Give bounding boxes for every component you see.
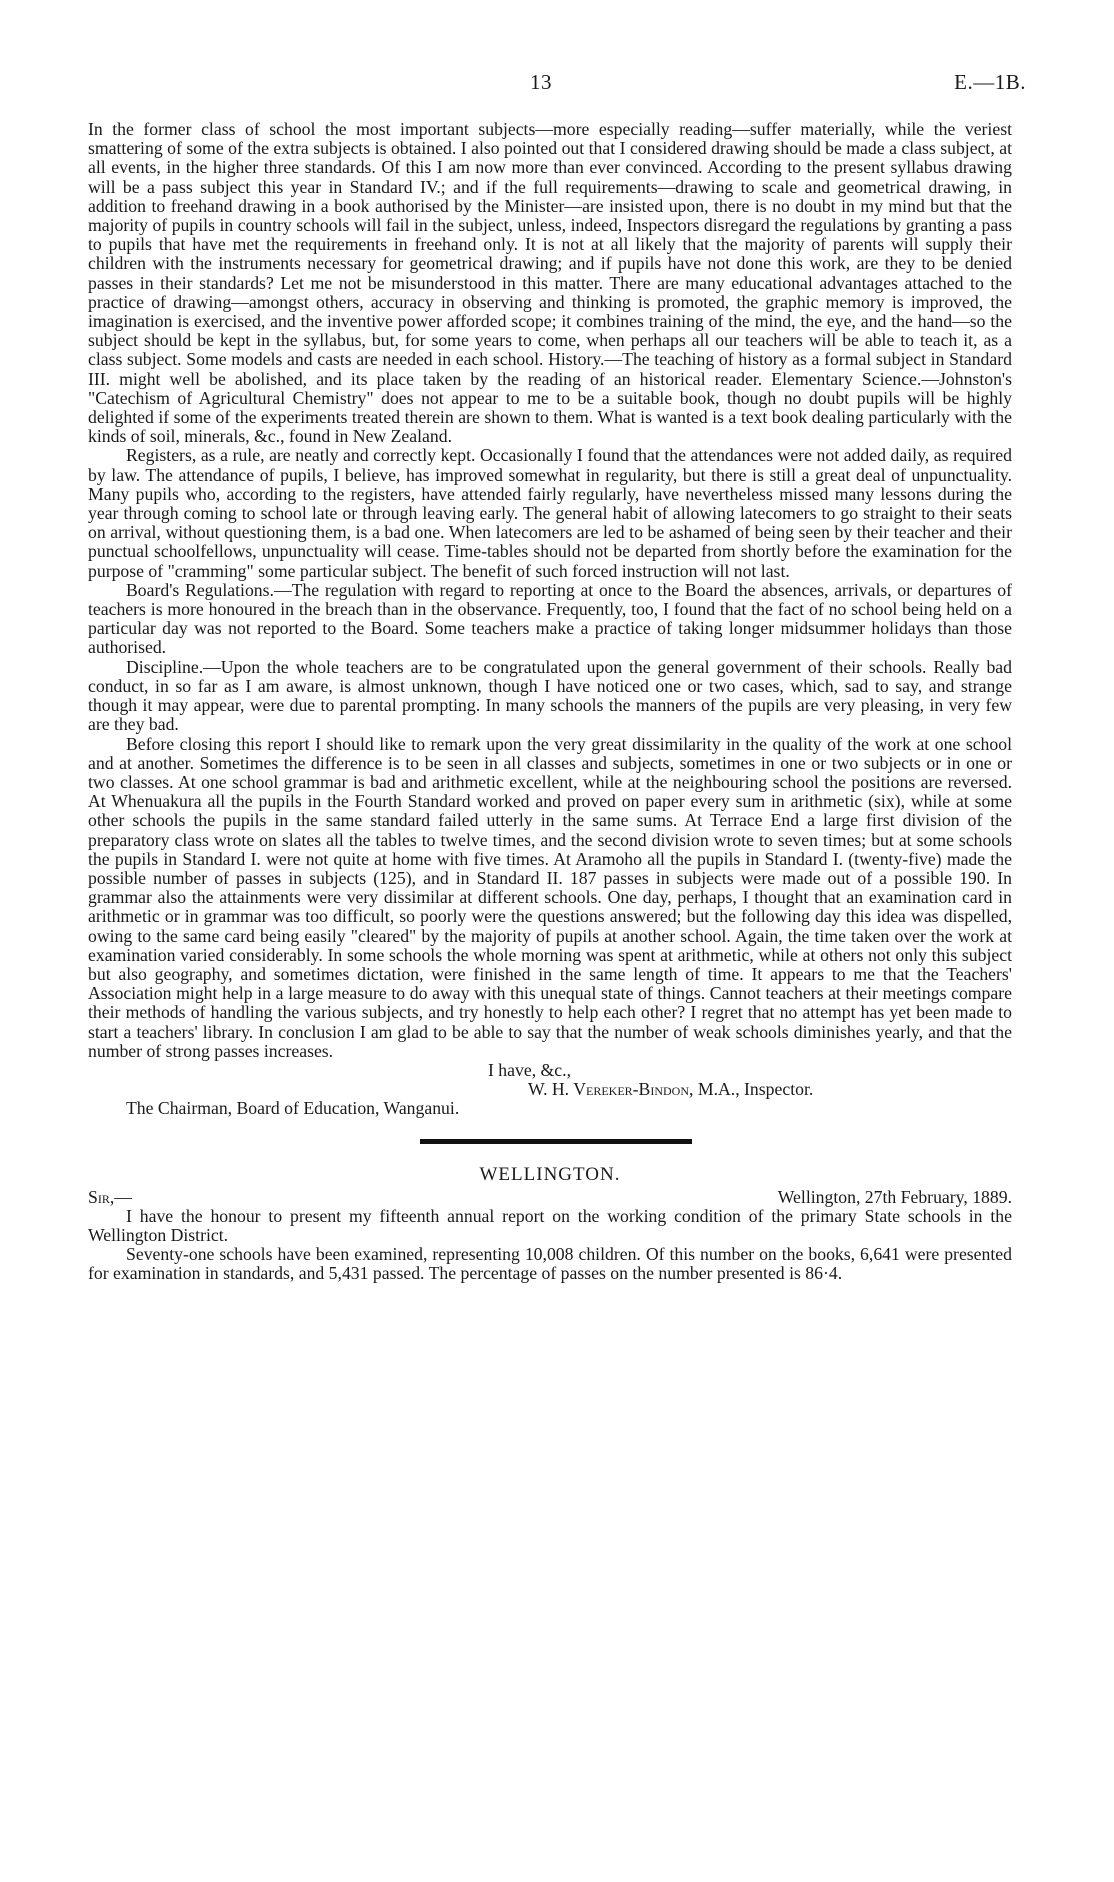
paragraph-board-regulations: Board's Regulations.—The regulation with regard to reporting at once to the Board the absences, arrivals, or departures of teachers is more honoured in the breach than in the observance. Frequently, too, I found that the fact of no school being held on a particular day was not reported to the Board. Some teachers make a practice of taking longer midsummer holidays than those authorised. <box>88 579 1012 658</box>
paragraph-discipline: Discipline.—Upon the whole teachers are to be congratulated upon the general government of their schools. Really bad conduct, in so far as I am aware, is almost unknown, though I have noticed one or two cases, which, sad to say, and strange though it may appear, were due to parental prompting. In many schools the manners of the pupils are very pleasing, in very few are they bad. <box>88 656 1012 735</box>
series-code: E.—1B. <box>954 70 1026 94</box>
report-body <box>88 120 1012 1284</box>
section-divider <box>420 1139 692 1144</box>
salutation: Sir,— <box>88 1186 132 1207</box>
signature-name: W. H. Vereker-Bindon <box>528 1079 689 1100</box>
paragraph-statistics: Seventy-one schools have been examined, representing 10,008 children. Of this number on the books, 6,641 were presented for examination in standards, and 5,431 passed. The percentage of passes on the number presented is 86·4. <box>88 1244 1012 1284</box>
report-date: Wellington, 27th February, 1889. <box>777 1186 1012 1207</box>
signature-line <box>88 1080 1012 1099</box>
paragraph-dissimilarity: Before closing this report I should like to remark upon the very great dissimilarity in the quality of the work at one school and at another. Sometimes the difference is to be seen in all classes and subjects, sometimes in one or two subjects or in one or two classes. At one school grammar is bad and arithmetic excellent, while at the neighbouring school the positions are reversed. At Whenuakura all the pupils in the Fourth Standard worked and proved on paper every sum in arithmetic (six), while at some other schools the pupils in the same standard failed utterly in the same sums. At Terrace End a large first division of the preparatory class wrote on slates all the tables to twelve times, and the second division wrote to seven times; but at some schools the pupils in Standard I. were not quite at home with five times. At Aramoho all the pupils in Standard I. (twenty-five) made the possible number of passes in subjects (125), and in Standard II. 187 passes in subjects were made out of a possible 190. In grammar also the attainments were very dissimilar at different schools. One day, perhaps, I thought that an examination card in arithmetic or in grammar was too difficult, so poorly were the questions answered; but the following day this idea was dispelled, owing to the same card being easily "cleared" by the majority of pupils at another school. Again, the time taken over the work at examination varied considerably. In some schools the whole morning was spent at arithmetic, while at others not only this subject but also geography, and sometimes dictation, were finished in the same length of time. It appears to me that the Teachers' Association might help in a large measure to do away with this unequal state of things. Cannot teachers at their meetings compare their methods of handling the various subjects, and try honestly to help each other? I regret that no attempt has yet been made to start a teachers' library. In conclusion I am glad to be able to say that the number of weak schools diminishes yearly, and that the number of strong passes increases. <box>88 733 1012 1061</box>
signature-closing: I have, &c., <box>488 1059 571 1080</box>
paragraph-registers: Registers, as a rule, are neatly and correctly kept. Occasionally I found that the attendances were not added daily, as required by law. The attendance of pupils, I believe, has improved somewhat in regularity, but there is still a great deal of unpunctuality. Many pupils who, according to the registers, have attended fairly regularly, have nevertheless missed many lessons during the year through coming to school late or through leaving early. The general habit of allowing latecomers to go straight to their seats on arrival, without questioning them, is a bad one. When latecomers are led to be ashamed of being seen by their teacher and their punctual schoolfellows, unpunctuality will cease. Time-tables should not be departed from shortly before the examination for the purpose of "cramming" some particular subject. The benefit of such forced instruction will not last. <box>88 445 1012 581</box>
salutation-row <box>88 1188 1012 1207</box>
page-number: 13 <box>530 70 552 94</box>
section-heading: WELLINGTON. <box>479 1163 621 1185</box>
signature-title: , M.A., Inspector. <box>689 1079 814 1100</box>
paragraph-intro: I have the honour to present my fifteenth annual report on the working condition of the primary State schools in the Wellington District. <box>88 1205 1012 1245</box>
addressee: The Chairman, Board of Education, Wanganui. <box>126 1098 460 1119</box>
paragraph-drawing: In the former class of school the most important subjects—more especially reading—suffer materially, while the veriest smattering of some of the extra subjects is obtained. I also pointed out that I considered drawing should be made a class subject, at all events, in the higher three standards. Of this I am now more than ever convinced. According to the present syllabus drawing will be a pass subject this year in Standard IV.; and if the full requirements—drawing to scale and geometrical drawing, in addition to freehand drawing in a book authorised by the Minister—are insisted upon, there is no doubt in my mind but that the majority of pupils in country schools will fail in the subject, unless, indeed, Inspectors disregard the regulations by granting a pass to pupils that have met the requirements in freehand only. It is not at all likely that the majority of parents will supply their children with the instruments necessary for geometrical drawing; and if pupils have not done this work, are they to be denied passes in their standards? Let me not be misunderstood in this matter. There are many educational advantages attached to the practice of drawing—amongst others, accuracy in observing and thinking is promoted, the graphic memory is improved, the imagination is exercised, and the inventive power afforded scope; it combines training of the mind, the eye, and the hand—so the subject should be kept in the syllabus, but, for some years to come, when perhaps all our teachers will be able to teach it, as a class subject. Some models and casts are needed in each school. History.—The teaching of history as a formal subject in Standard III. might well be abolished, and its place taken by the reading of an historical reader. Elementary Science.—Johnston's "Catechism of Agricultural Chemistry" does not appear to me to be a suitable book, though no doubt pupils will be highly delighted if some of the experiments treated therein are shown to them. What is wanted is a text book dealing particularly with the kinds of soil, minerals, &c., found in New Zealand. <box>88 119 1012 447</box>
